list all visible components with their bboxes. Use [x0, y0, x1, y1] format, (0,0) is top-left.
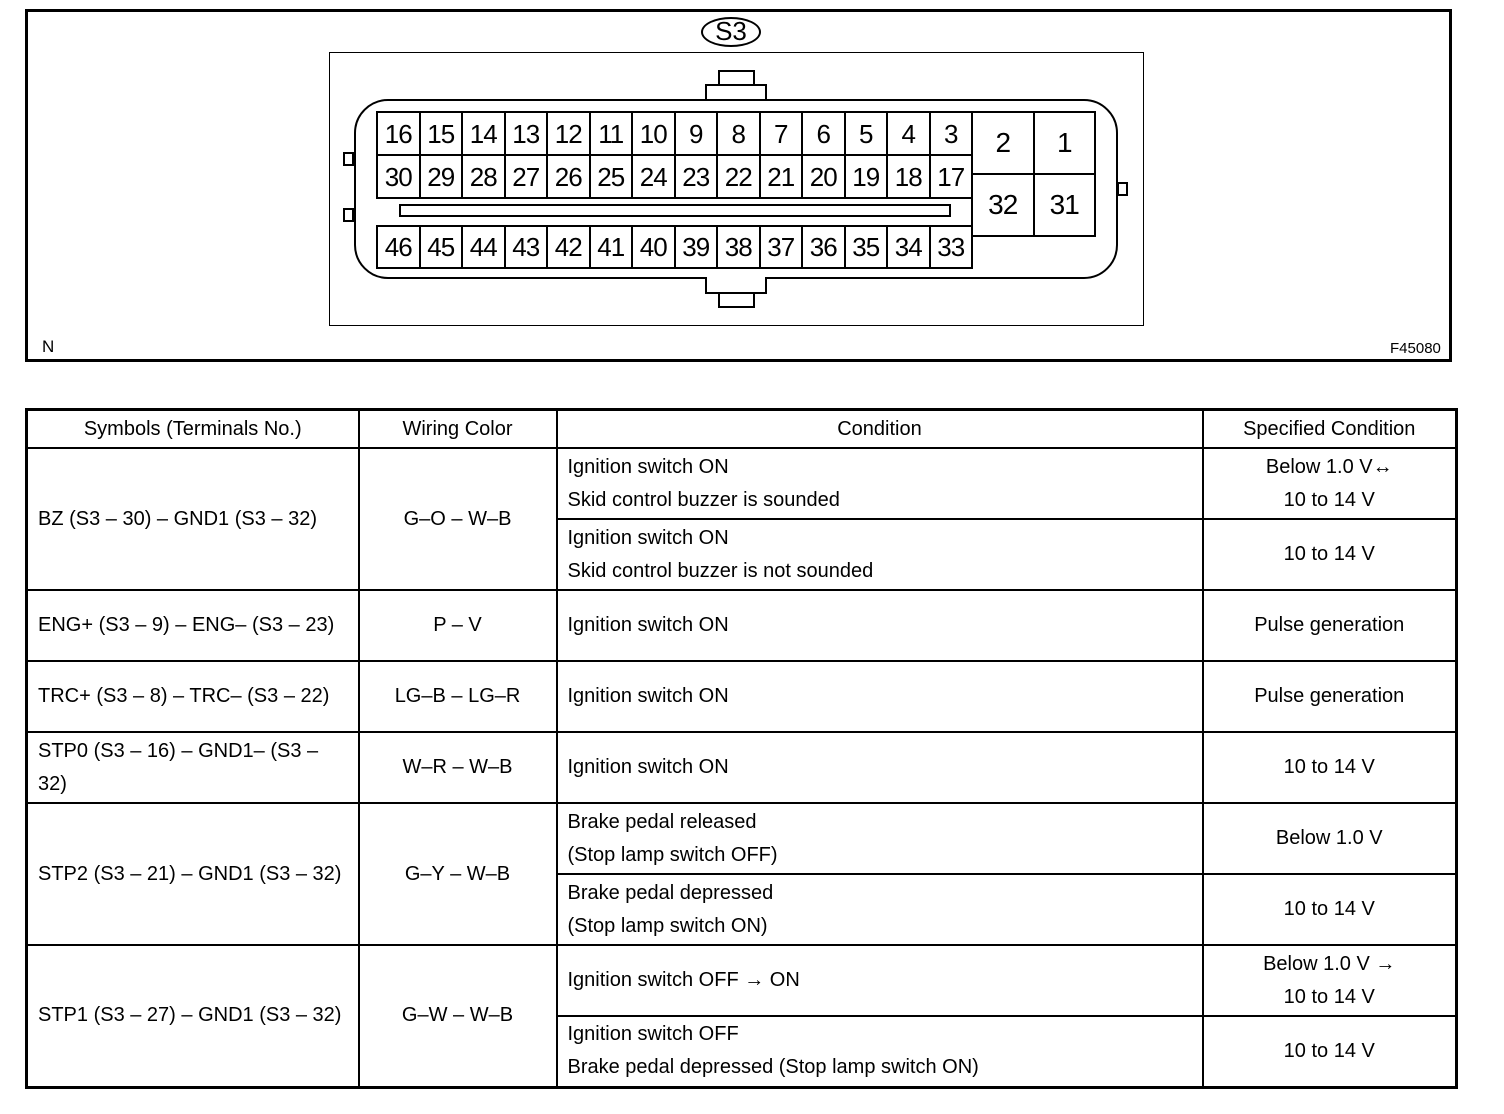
condition-line: Ignition switch OFF: [567, 1023, 739, 1046]
pin-cell: 3: [931, 113, 974, 156]
connector-id-badge: S3: [701, 17, 761, 47]
table-row: [27, 803, 1457, 874]
figure-code: F45080: [1390, 340, 1441, 357]
wiring-color-cell: G–W – W–B: [359, 945, 557, 1087]
table-row: [27, 448, 1457, 519]
condition-line: Ignition switch ON: [567, 614, 729, 636]
pin-cell: 36: [803, 227, 846, 269]
connector-right-tab: [1117, 182, 1128, 196]
symbol-cell: STP0 (S3 – 16) – GND1– (S3 – 32): [27, 732, 359, 803]
pin-cell: 23: [676, 156, 719, 199]
pin-cell: 21: [761, 156, 804, 199]
condition-line: Ignition switch OFF → ON: [567, 969, 800, 991]
pin-cell: 5: [846, 113, 889, 156]
specified-condition-cell: [1203, 874, 1457, 945]
wiring-color-cell: W–R – W–B: [359, 732, 557, 803]
specified-condition-cell: [1203, 519, 1457, 590]
pin-cell: 6: [803, 113, 846, 156]
pin-cell: 24: [633, 156, 676, 199]
header-condition: Condition: [557, 410, 1203, 449]
condition-line: Skid control buzzer is sounded: [567, 488, 840, 511]
specified-condition-cell: [1203, 803, 1457, 874]
symbol-cell: BZ (S3 – 30) – GND1 (S3 – 32): [27, 448, 359, 590]
condition-line: Brake pedal depressed: [567, 881, 774, 904]
condition-cell: [557, 803, 1203, 874]
condition-line: Ignition switch ON: [567, 685, 729, 707]
condition-cell: [557, 945, 1203, 1016]
pin-cell: 33: [931, 227, 974, 269]
connector-bottom-latch-base: [705, 277, 767, 294]
pin-cell: 10: [633, 113, 676, 156]
pin-cell: 32: [973, 175, 1035, 237]
connector-left-tab: [343, 208, 354, 222]
pin-grid-lower: [376, 225, 973, 269]
condition-cell: [557, 661, 1203, 732]
pin-cell: 15: [421, 113, 464, 156]
pin-cell: 40: [633, 227, 676, 269]
symbol-cell: STP2 (S3 – 21) – GND1 (S3 – 32): [27, 803, 359, 945]
table-row: [27, 945, 1457, 1016]
specified-condition-cell: [1203, 448, 1457, 519]
pin-cell: 20: [803, 156, 846, 199]
pin-cell: 46: [378, 227, 421, 269]
condition-line: Brake pedal depressed (Stop lamp switch ON): [567, 1056, 979, 1079]
pin-cell: 44: [463, 227, 506, 269]
condition-cell: [557, 732, 1203, 803]
pin-cell: 14: [463, 113, 506, 156]
pin-cell: 2: [973, 113, 1035, 175]
specified-condition-cell: [1203, 732, 1457, 803]
pin-cell: 18: [888, 156, 931, 199]
pin-cell: 38: [718, 227, 761, 269]
spec-line: 10 to 14 V: [1283, 985, 1375, 1008]
table-row: [27, 590, 1457, 661]
pin-cell: 25: [591, 156, 634, 199]
spec-line: 10 to 14 V: [1283, 756, 1375, 778]
pin-cell: 11: [591, 113, 634, 156]
condition-line: Skid control buzzer is not sounded: [567, 559, 874, 582]
condition-cell: [557, 519, 1203, 590]
pin-cell: 37: [761, 227, 804, 269]
pin-cell: 16: [378, 113, 421, 156]
spec-line: 10 to 14 V: [1283, 1039, 1375, 1062]
specified-condition-cell: [1203, 661, 1457, 732]
condition-line: Ignition switch ON: [567, 455, 729, 478]
pin-cell: 7: [761, 113, 804, 156]
spec-line: Below 1.0 V →: [1263, 952, 1396, 975]
pin-cell: 29: [421, 156, 464, 199]
condition-line: Brake pedal released: [567, 810, 757, 833]
wiring-color-cell: P – V: [359, 590, 557, 661]
pin-cell: 17: [931, 156, 974, 199]
pin-grid-large: [971, 111, 1096, 237]
condition-line: Ignition switch ON: [567, 756, 729, 778]
pin-cell: 34: [888, 227, 931, 269]
connector-guide-slot: [399, 204, 951, 217]
specified-condition-cell: [1203, 590, 1457, 661]
pin-grid-upper: [376, 111, 973, 199]
pin-cell: 31: [1035, 175, 1097, 237]
wiring-color-cell: LG–B – LG–R: [359, 661, 557, 732]
pin-cell: 41: [591, 227, 634, 269]
pin-cell: 13: [506, 113, 549, 156]
pin-cell: 28: [463, 156, 506, 199]
pin-cell: 22: [718, 156, 761, 199]
table-row: [27, 661, 1457, 732]
symbol-cell: STP1 (S3 – 27) – GND1 (S3 – 32): [27, 945, 359, 1087]
spec-line: 10 to 14 V: [1283, 898, 1375, 920]
wiring-color-cell: G–Y – W–B: [359, 803, 557, 945]
condition-cell: [557, 874, 1203, 945]
header-wiring-color: Wiring Color: [359, 410, 557, 449]
wiring-color-cell: G–O – W–B: [359, 448, 557, 590]
pin-cell: 19: [846, 156, 889, 199]
specified-condition-cell: [1203, 945, 1457, 1016]
terminal-spec-table: [25, 408, 1458, 1089]
condition-line: Ignition switch ON: [567, 526, 729, 549]
connector-top-latch: [718, 70, 755, 84]
table-row: [27, 732, 1457, 803]
condition-cell: [557, 448, 1203, 519]
spec-line: Pulse generation: [1254, 685, 1405, 707]
pin-cell: 1: [1035, 113, 1097, 175]
specified-condition-cell: [1203, 1016, 1457, 1087]
pin-cell: 26: [548, 156, 591, 199]
spec-line: Below 1.0 V↔: [1265, 455, 1393, 478]
condition-line: (Stop lamp switch ON): [567, 914, 768, 937]
pin-cell: 42: [548, 227, 591, 269]
pin-cell: 43: [506, 227, 549, 269]
pin-cell: 45: [421, 227, 464, 269]
pin-cell: 9: [676, 113, 719, 156]
spec-line: Below 1.0 V: [1275, 827, 1383, 849]
pin-cell: 8: [718, 113, 761, 156]
symbol-cell: ENG+ (S3 – 9) – ENG– (S3 – 23): [27, 590, 359, 661]
pin-cell: 39: [676, 227, 719, 269]
condition-cell: [557, 1016, 1203, 1087]
corner-label: N: [42, 337, 55, 356]
pin-cell: 30: [378, 156, 421, 199]
pin-cell: 4: [888, 113, 931, 156]
pin-cell: 12: [548, 113, 591, 156]
header-symbols: Symbols (Terminals No.): [27, 410, 359, 449]
symbol-cell: TRC+ (S3 – 8) – TRC– (S3 – 22): [27, 661, 359, 732]
pin-cell: 35: [846, 227, 889, 269]
spec-line: Pulse generation: [1254, 614, 1405, 636]
spec-line: 10 to 14 V: [1283, 488, 1375, 511]
header-specified-condition: Specified Condition: [1203, 410, 1457, 449]
connector-left-tab: [343, 152, 354, 166]
pin-cell: 27: [506, 156, 549, 199]
condition-cell: [557, 590, 1203, 661]
connector-bottom-latch: [718, 294, 755, 308]
spec-line: 10 to 14 V: [1283, 543, 1375, 565]
table-header-row: [27, 410, 1457, 449]
condition-line: (Stop lamp switch OFF): [567, 843, 778, 866]
